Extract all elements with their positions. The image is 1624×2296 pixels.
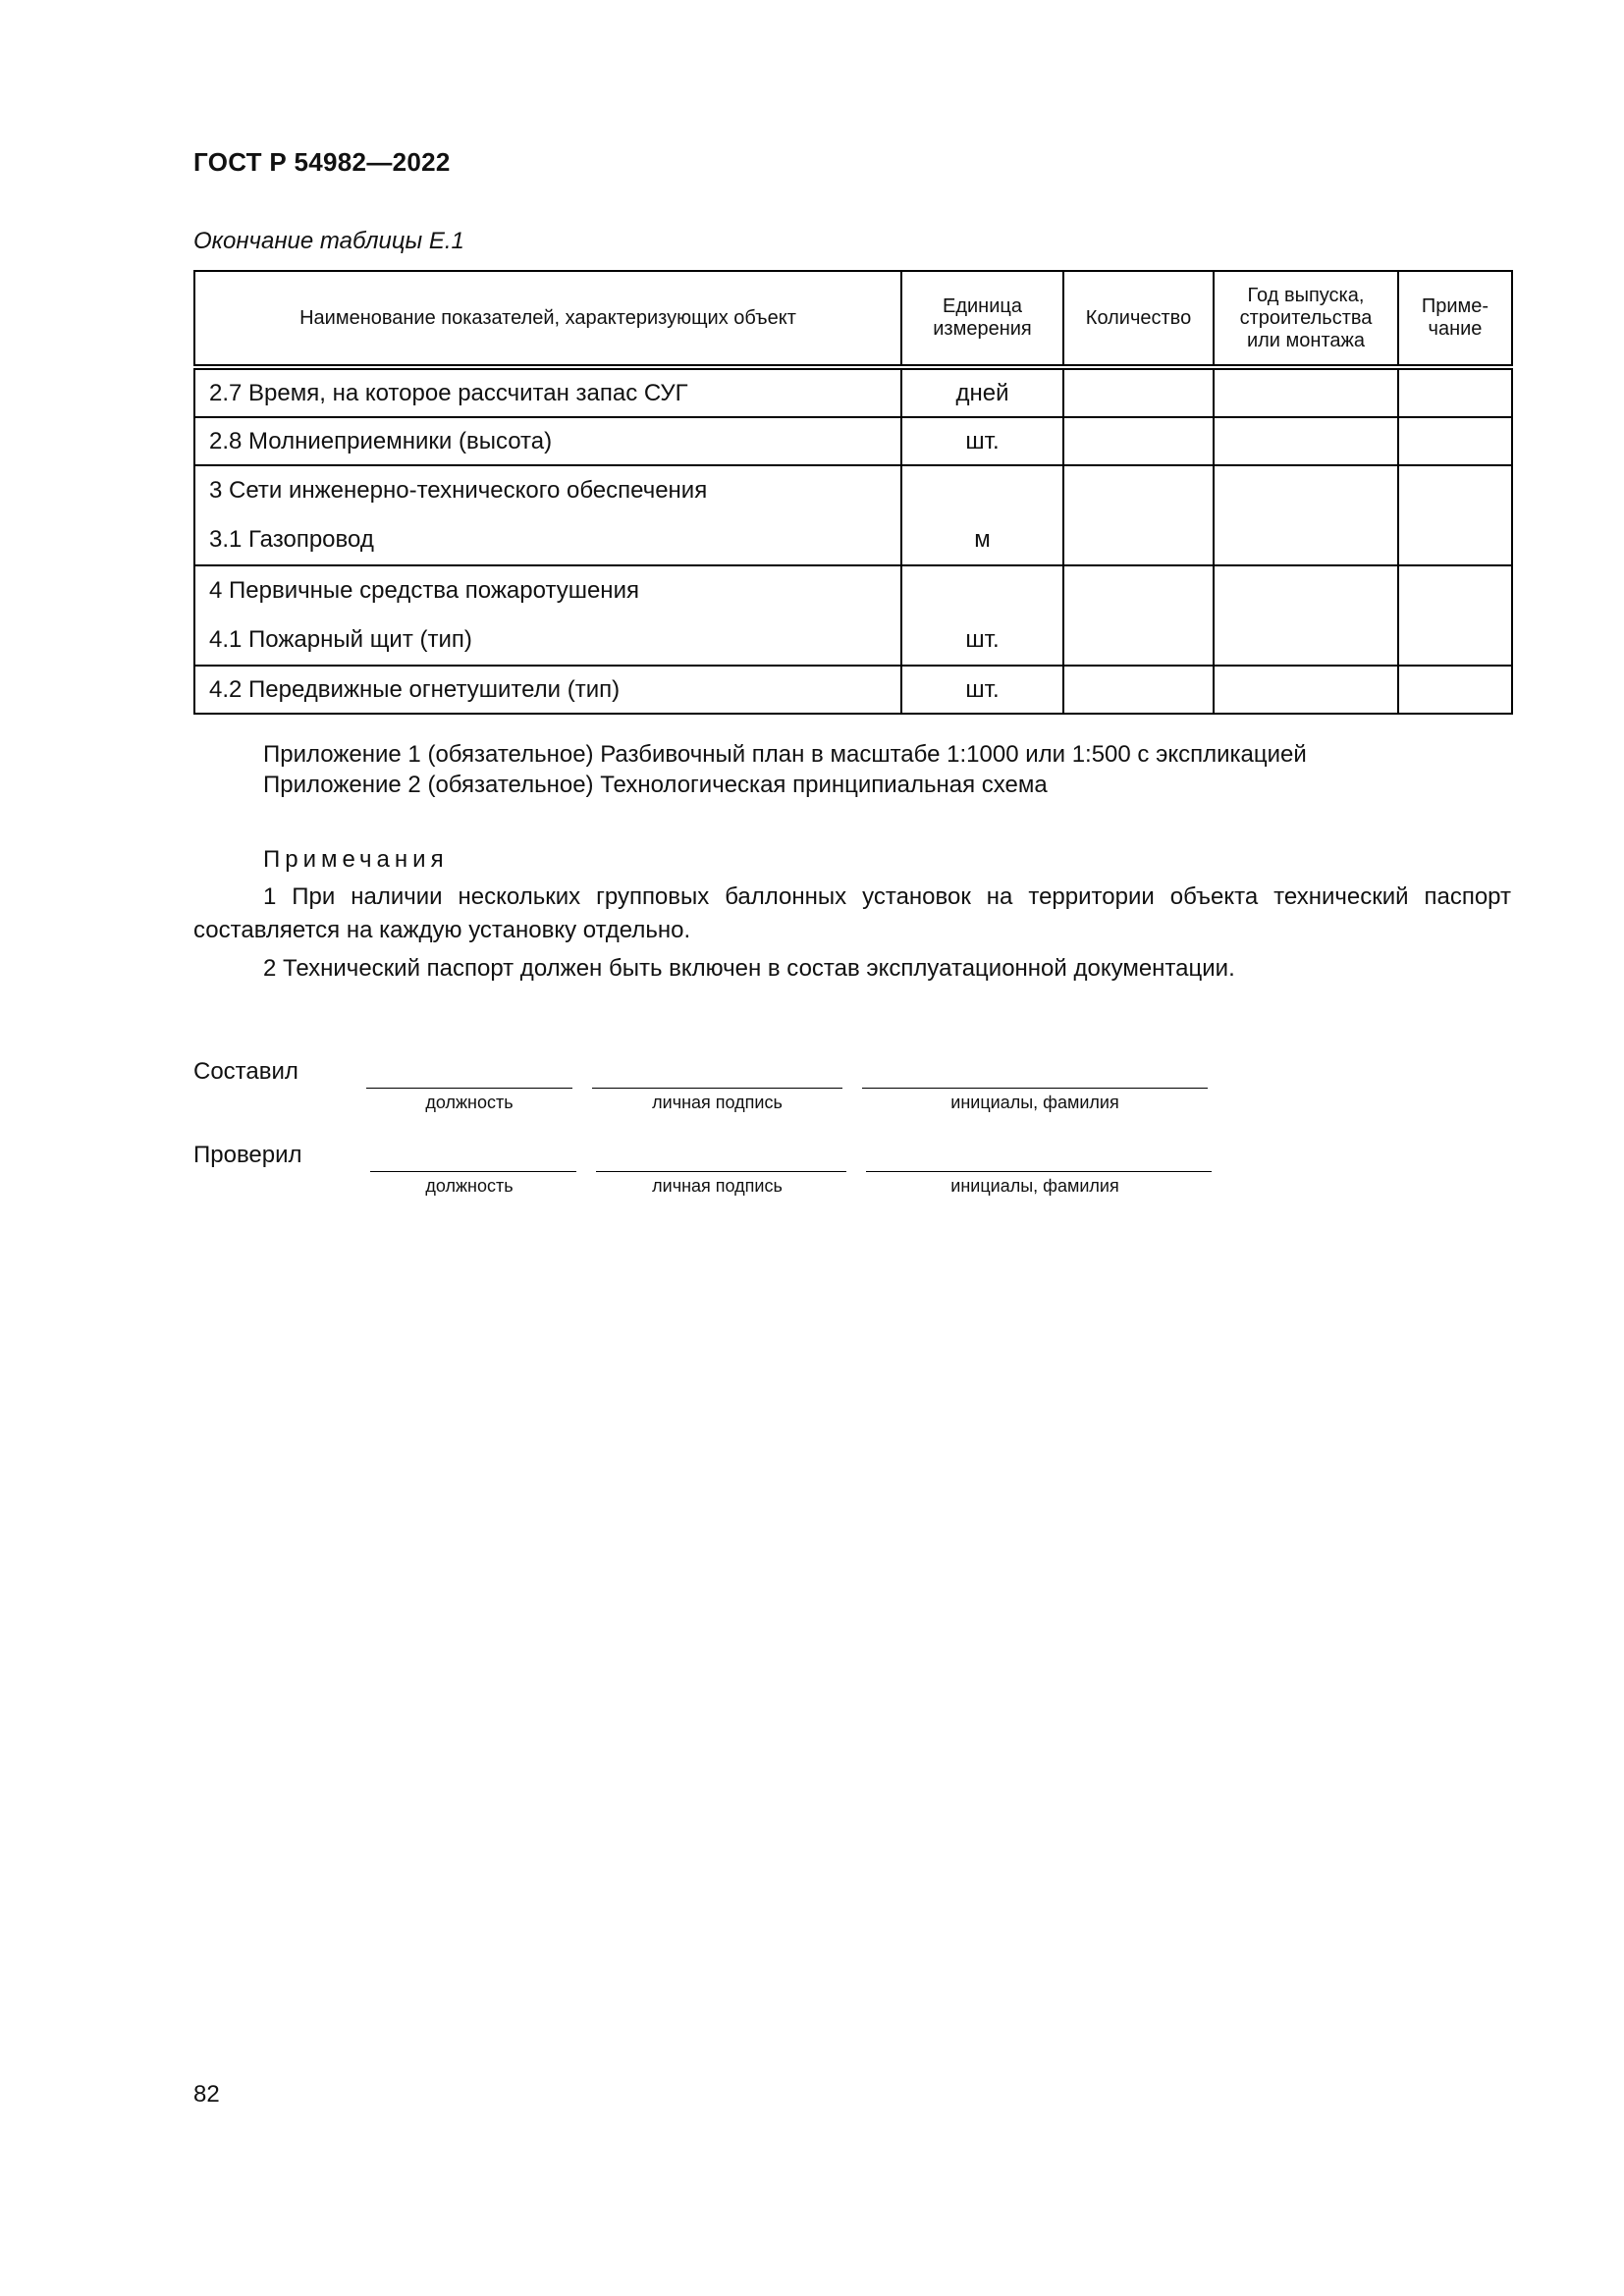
row-quantity-cell[interactable] bbox=[1063, 417, 1214, 465]
row-quantity-cell[interactable] bbox=[1063, 565, 1214, 666]
row-quantity-cell[interactable] bbox=[1063, 465, 1214, 565]
column-header-name: Наименование показателей, характеризующих объект bbox=[194, 271, 901, 367]
section-heading: 3 Сети инженерно-технического обеспечения bbox=[209, 477, 708, 504]
appendix-line: Приложение 2 (обязательное) Технологическая принципиальная схема bbox=[263, 772, 1048, 798]
signature-caption: должность bbox=[425, 1093, 514, 1112]
signature-line-position[interactable] bbox=[370, 1171, 576, 1172]
signature-line-name[interactable] bbox=[862, 1088, 1208, 1089]
row-unit: дней bbox=[901, 367, 1063, 417]
table-row bbox=[194, 666, 1512, 714]
row-year-cell[interactable] bbox=[1214, 417, 1398, 465]
signature-label-checked: Проверил bbox=[193, 1142, 302, 1168]
row-year-cell[interactable] bbox=[1214, 367, 1398, 417]
row-note-cell[interactable] bbox=[1398, 417, 1512, 465]
row-year-cell[interactable] bbox=[1214, 565, 1398, 666]
table-row bbox=[194, 417, 1512, 465]
row-quantity-cell[interactable] bbox=[1063, 666, 1214, 714]
row-quantity-cell[interactable] bbox=[1063, 367, 1214, 417]
row-name: 2.7 Время, на которое рассчитан запас СУГ bbox=[194, 367, 901, 417]
row-note-cell[interactable] bbox=[1398, 367, 1512, 417]
row-unit: шт. bbox=[901, 417, 1063, 465]
row-name-group bbox=[194, 565, 901, 666]
row-unit: шт. bbox=[901, 666, 1063, 714]
page-number: 82 bbox=[193, 2081, 220, 2108]
row-note-cell[interactable] bbox=[1398, 465, 1512, 565]
row-name: 3.1 Газопровод bbox=[209, 526, 374, 553]
signature-caption: личная подпись bbox=[652, 1093, 783, 1112]
table-header-row bbox=[194, 271, 1512, 367]
column-header-quantity: Количество bbox=[1063, 271, 1214, 367]
row-unit: м bbox=[974, 526, 991, 553]
signature-line-name[interactable] bbox=[866, 1171, 1212, 1172]
signature-line-signature[interactable] bbox=[592, 1088, 842, 1089]
signature-line-position[interactable] bbox=[366, 1088, 572, 1089]
signature-caption: личная подпись bbox=[652, 1176, 783, 1196]
appendix-line: Приложение 1 (обязательное) Разбивочный план в масштабе 1:1000 или 1:500 с экспликацией bbox=[263, 741, 1307, 768]
row-unit-group bbox=[901, 565, 1063, 666]
row-name: 4.2 Передвижные огнетушители (тип) bbox=[194, 666, 901, 714]
column-header-year: Год выпуска, строительства или монтажа bbox=[1214, 271, 1398, 367]
signature-caption: инициалы, фамилия bbox=[950, 1176, 1119, 1196]
row-unit-group bbox=[901, 465, 1063, 565]
row-year-cell[interactable] bbox=[1214, 465, 1398, 565]
table-row bbox=[194, 367, 1512, 417]
table-row bbox=[194, 465, 1512, 565]
signature-label-compiled: Составил bbox=[193, 1058, 298, 1085]
table-caption: Окончание таблицы Е.1 bbox=[193, 228, 464, 254]
note-item: 2 Технический паспорт должен быть включен в состав эксплуатационной документации. bbox=[263, 955, 1235, 982]
table-row bbox=[194, 565, 1512, 666]
column-header-note: Приме-чание bbox=[1398, 271, 1512, 367]
row-note-cell[interactable] bbox=[1398, 565, 1512, 666]
column-header-unit: Единица измерения bbox=[901, 271, 1063, 367]
section-heading: 4 Первичные средства пожаротушения bbox=[209, 577, 639, 604]
note-item: 1 При наличии нескольких групповых баллонных установок на территории объекта технический паспорт составляется на каждую установку отдельно. bbox=[193, 883, 1511, 943]
row-unit: шт. bbox=[965, 626, 1000, 653]
row-name: 4.1 Пожарный щит (тип) bbox=[209, 626, 472, 653]
signature-line-signature[interactable] bbox=[596, 1171, 846, 1172]
row-year-cell[interactable] bbox=[1214, 666, 1398, 714]
row-name-group bbox=[194, 465, 901, 565]
document-header: ГОСТ Р 54982—2022 bbox=[193, 147, 451, 177]
notes-title: Примечания bbox=[263, 846, 449, 873]
data-table bbox=[193, 270, 1513, 715]
row-note-cell[interactable] bbox=[1398, 666, 1512, 714]
signature-caption: инициалы, фамилия bbox=[950, 1093, 1119, 1112]
signature-caption: должность bbox=[425, 1176, 514, 1196]
row-name: 2.8 Молниеприемники (высота) bbox=[194, 417, 901, 465]
